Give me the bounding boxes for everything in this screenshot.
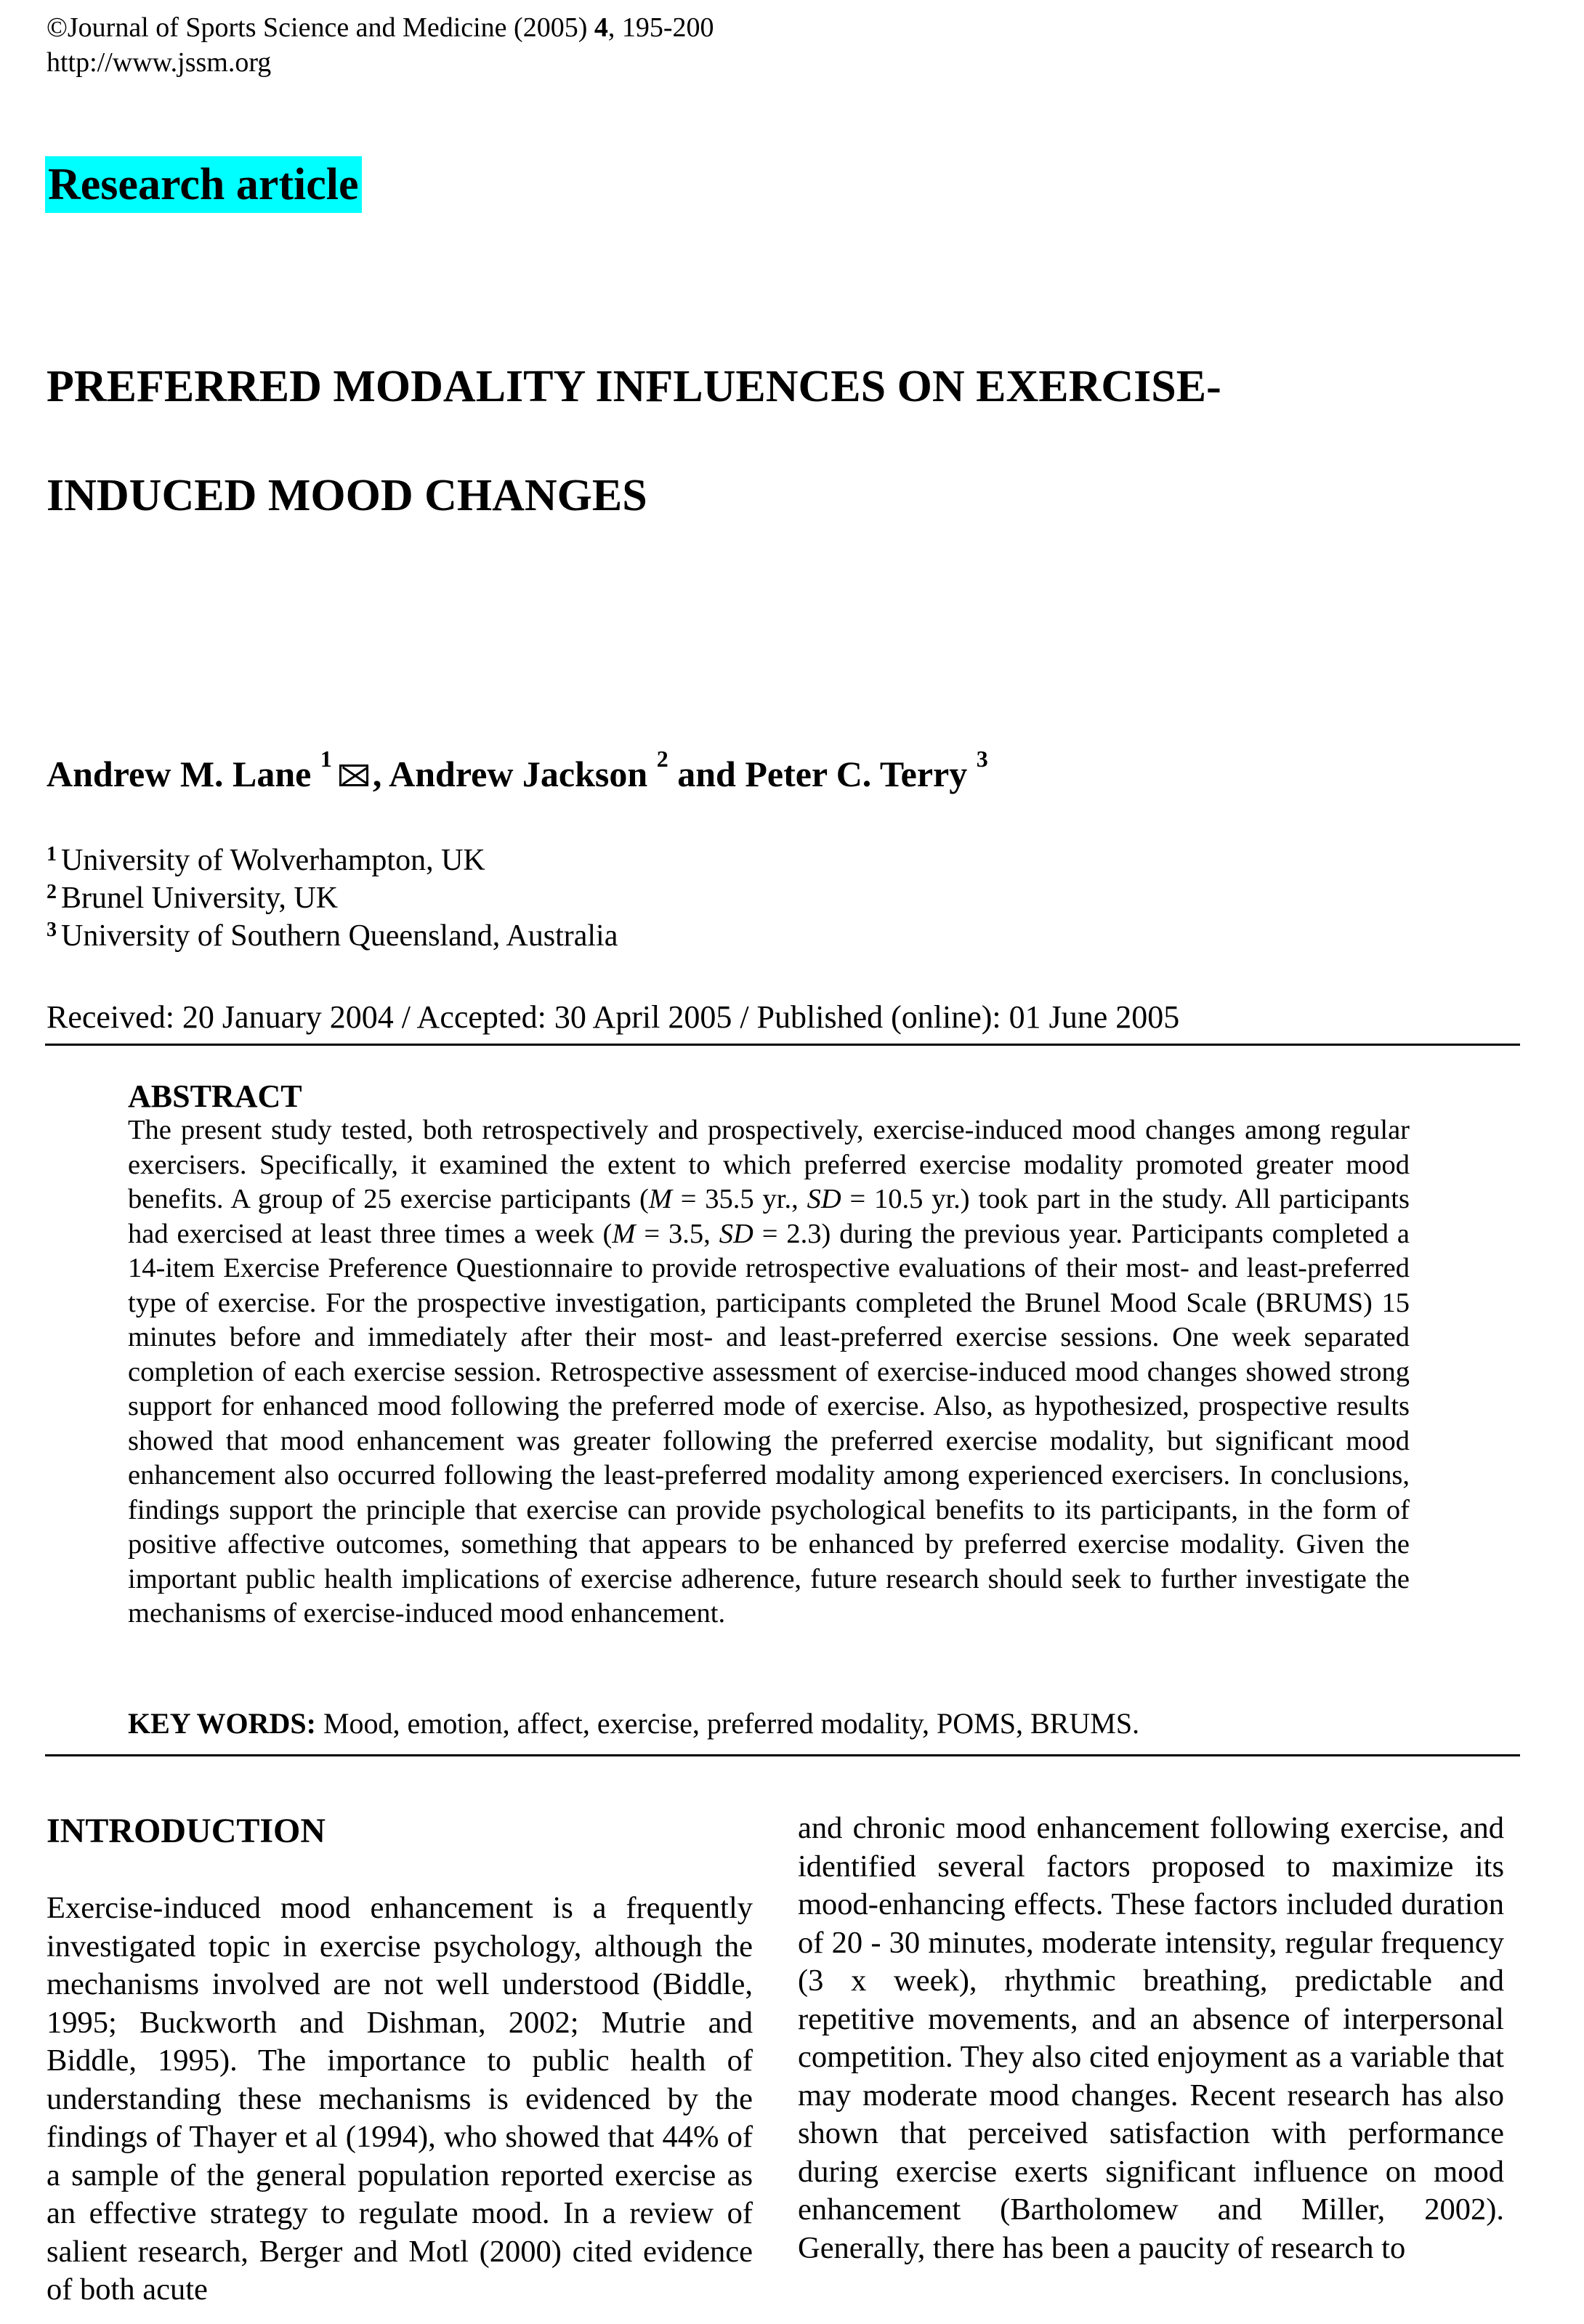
body-column-left: Exercise-induced mood enhancement is a frequently investigated topic in exercise psychology, although the mechanisms involved are not well understood (Biddle, 1995; Buckworth and Dishman, 2002; Mutrie and Biddle, 1995). The importance to public health of understanding these mechanisms is evidenced by the findings of Thayer et al (1994), who showed that 44% of a sample of the general population reported exercise as an effective strategy to regulate mood. In a review of salient research, Berger and Motl (2000) cited evidence of both acute: [47, 1891, 753, 2307]
publication-dates: Received: 20 January 2004 / Accepted: 30 April 2005 / Published (online): 01 June 2005: [47, 999, 1180, 1035]
author-affiliation-marker: 2: [656, 746, 668, 772]
abstract-text: = 35.5 yr.,: [671, 1184, 807, 1214]
email-envelope-icon[interactable]: [339, 764, 368, 786]
abstract-text: The present study tested, both retrospectively and prospectively, exercise-induced mood changes among regular exercisers. Specifically, it examined the extent to which preferred exercise modality promoted greater mood benefits. A group of 25 exercise participants (: [128, 1115, 1410, 1214]
article-type-badge: Research article: [45, 156, 362, 213]
divider: [45, 1044, 1520, 1046]
keywords-text: Mood, emotion, affect, exercise, preferred modality, POMS, BRUMS.: [315, 1707, 1140, 1740]
journal-citation: [47, 10, 714, 45]
affiliation: [47, 879, 338, 917]
author-name: Peter C. Terry: [745, 754, 977, 794]
affiliation-marker: 2: [47, 881, 57, 903]
affiliation-text: University of Southern Queensland, Australia: [61, 919, 618, 953]
divider: [45, 1754, 1520, 1756]
author-name: Andrew M. Lane: [47, 754, 320, 794]
author-separator: and: [668, 754, 745, 794]
stat-label: M: [648, 1184, 672, 1214]
journal-volume: 4: [594, 12, 608, 43]
journal-line: ©Journal of Sports Science and Medicine (2005): [47, 12, 594, 43]
author-affiliation-marker: 3: [976, 746, 988, 772]
article-title-line-2: INDUCED MOOD CHANGES: [47, 471, 647, 520]
stat-label: SD: [807, 1184, 841, 1214]
affiliation-text: Brunel University, UK: [61, 881, 339, 915]
keywords-label: KEY WORDS:: [128, 1707, 316, 1740]
affiliation-marker: 1: [47, 843, 57, 866]
affiliation-text: University of Wolverhampton, UK: [61, 844, 485, 877]
stat-label: SD: [719, 1218, 753, 1249]
abstract-heading: ABSTRACT: [128, 1078, 302, 1114]
journal-url[interactable]: http://www.jssm.org: [47, 47, 272, 78]
affiliation: [47, 842, 485, 879]
author-list: [47, 746, 988, 799]
keywords: [128, 1705, 1139, 1743]
affiliation: [47, 917, 618, 955]
article-title-line-1: PREFERRED MODALITY INFLUENCES ON EXERCISE-: [47, 362, 1221, 411]
author-separator: ,: [372, 754, 389, 794]
introduction-heading: INTRODUCTION: [47, 1812, 326, 1850]
abstract-text: Participants completed a 14-item Exercise Preference Questionnaire to provide retrospective evaluations of their most- and least-preferred type of exercise. For the prospective investigation, participants completed the Brunel Mood Scale (BRUMS) 15 minutes before and immediately after their most- and least-preferred exercise sessions. One week separated completion of each exercise session. Retrospective assessment of exercise-induced mood changes showed strong support for enhanced mood following the preferred mode of exercise. Also, as hypothesized, prospective results showed that mood enhancement was greater following the preferred exercise modality, but significant mood enhancement also occurred following the least-preferred modality among experienced exercisers. In conclusions, findings support the principle that exercise can provide psychological benefits to its participants, in the form of positive affective outcomes, something that appears to be enhanced by preferred exercise modality. Given the important public health implications of exercise adherence, future research should seek to further investigate the mechanisms of exercise-induced mood enhancement.: [128, 1218, 1410, 1629]
abstract-text: = 3.5,: [635, 1218, 719, 1249]
abstract-body: [128, 1113, 1410, 1631]
affiliation-marker: 3: [47, 919, 57, 941]
stat-label: M: [612, 1218, 636, 1249]
author-name: Andrew Jackson: [389, 754, 657, 794]
abstract-text: = 10.5 yr.) took part in the study. All participants had exercised at least three times a week (: [128, 1184, 1410, 1249]
journal-pages: , 195-200: [607, 12, 714, 43]
body-column-right: and chronic mood enhancement following exercise, and identified several factors proposed to maximize its mood-enhancing effects. These factors included duration of 20 - 30 minutes, moderate intensity, regular frequency (3 x week), rhythmic breathing, predictable and repetitive movements, and an absence of interpersonal competition. They also cited enjoyment as a variable that may moderate mood changes. Recent research has also shown that perceived satisfaction with performance during exercise exerts significant influence on mood enhancement (Bartholomew and Miller, 2002). Generally, there has been a paucity of research to: [798, 1811, 1504, 2265]
abstract-text: = 2.3) during the previous year.: [753, 1218, 1131, 1249]
author-affiliation-marker: 1: [320, 746, 332, 772]
